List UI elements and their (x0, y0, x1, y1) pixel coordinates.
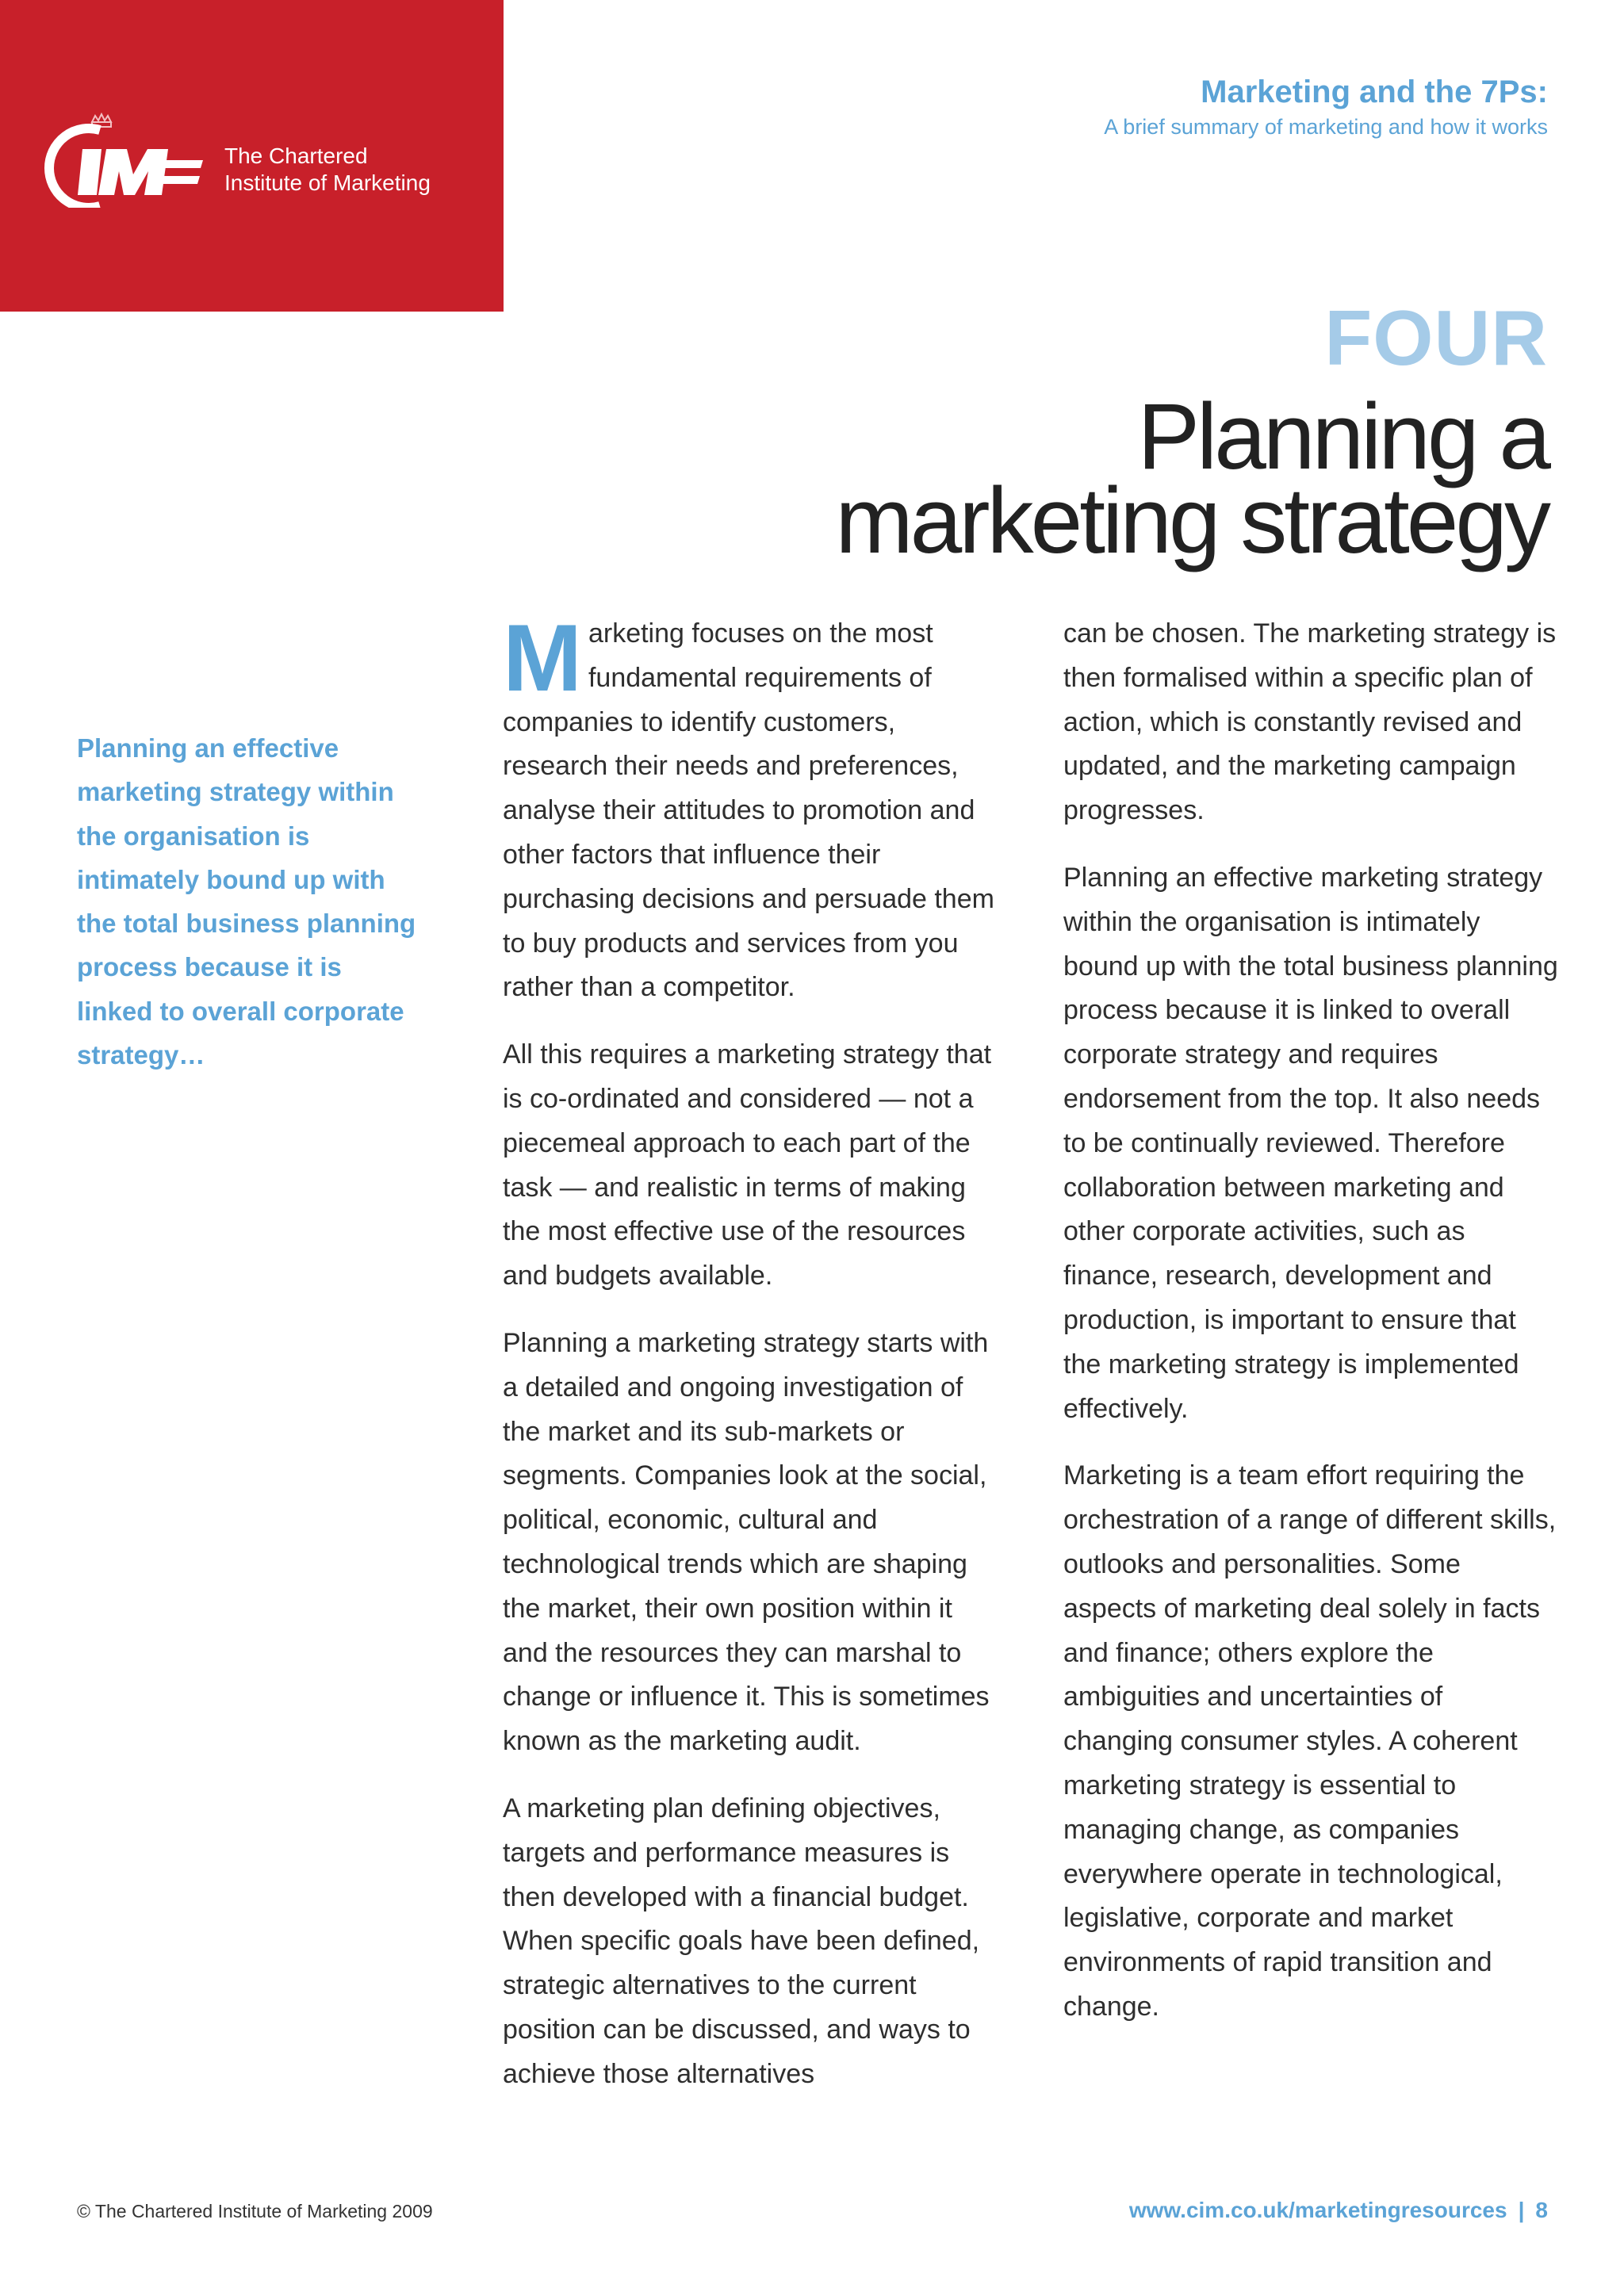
footer-separator: | (1518, 2198, 1525, 2222)
drop-cap: M (503, 605, 582, 711)
series-subtitle: A brief summary of marketing and how it works (1104, 115, 1548, 139)
column1-paragraph-1 (503, 605, 998, 1010)
cim-logo-block (0, 0, 504, 312)
footer-links (1129, 2198, 1548, 2223)
column1-paragraph-3: Planning a marketing strategy starts with a detailed and ongoing investigation of the market and its sub-markets or segments. Companies look at the social, political, economic, cultural and technological trends which are shaping the market, their own position within it and the resources they can marshal to change or influence it. This is sometimes known as the marketing audit. (503, 1327, 990, 1757)
copyright-notice: © The Chartered Institute of Marketing 2009 (77, 2201, 433, 2221)
chapter-number: FOUR (1324, 294, 1548, 381)
body-column-2 (1063, 612, 1559, 2053)
footer-url-link[interactable]: www.cim.co.uk/marketingresources (1128, 2198, 1507, 2222)
body-column-1 (503, 605, 998, 2120)
cim-logo-icon (44, 113, 219, 208)
column1-paragraph-1-text: arketing focuses on the most fundamental requirements of companies to identify customers, research their needs and preferences, analyse their attitudes to promotion and other factors that influence their purchasing decisions and persuade them to buy products and services from you rather than a competitor. (503, 618, 994, 1003)
column2-paragraph-2: Planning an effective marketing strategy within the organisation is intimately bound up with the total business planning process because it is linked to overall corporate strategy and requires endorsement from the top. It also needs to be continually reviewed. Therefore collaboration between marketing and other corporate activities, such as finance, research, development and production, is important to ensure that the marketing strategy is implemented effectively. (1063, 862, 1558, 1424)
cim-logo-text (224, 143, 431, 197)
series-title: Marketing and the 7Ps: (1201, 75, 1548, 109)
chapter-title (835, 385, 1548, 573)
logo-line-1: The Chartered (224, 144, 368, 168)
column1-paragraph-2: All this requires a marketing strategy that is co-ordinated and considered — not a piecemeal approach to each part of the task — and realistic in terms of making the most effective use of the resources and budgets available. (503, 1039, 992, 1292)
logo-line-2: Institute of Marketing (224, 170, 431, 195)
chapter-title-line-2: marketing strategy (835, 469, 1548, 573)
pull-quote: Planning an effective marketing strategy within the organisation is intimately bound up with the total business planning process because it is linked to overall corporate strategy… (77, 733, 416, 1070)
column2-paragraph-3: Marketing is a team effort requiring the orchestration of a range of different skills, outlooks and personalities. Some aspects of marketing deal solely in facts and finance; others explore the ambiguities and uncertainties of changing consumer styles. A coherent marketing strategy is essential to managing change, as companies everywhere operate in technological, legislative, corporate and market environments of rapid transition and change. (1063, 1460, 1557, 2022)
column2-paragraph-1: can be chosen. The marketing strategy is then formalised within a specific plan of action, which is constantly revised and updated, and the marketing campaign progresses. (1063, 618, 1557, 826)
page-number: 8 (1535, 2198, 1548, 2222)
column1-paragraph-4: A marketing plan defining objectives, targets and performance measures is then developed with a financial budget. When specific goals have been defined, strategic alternatives to the current position can be discussed, and ways to achieve those alternatives (503, 1793, 980, 2089)
chapter-title-line-1: Planning a (1137, 385, 1548, 489)
